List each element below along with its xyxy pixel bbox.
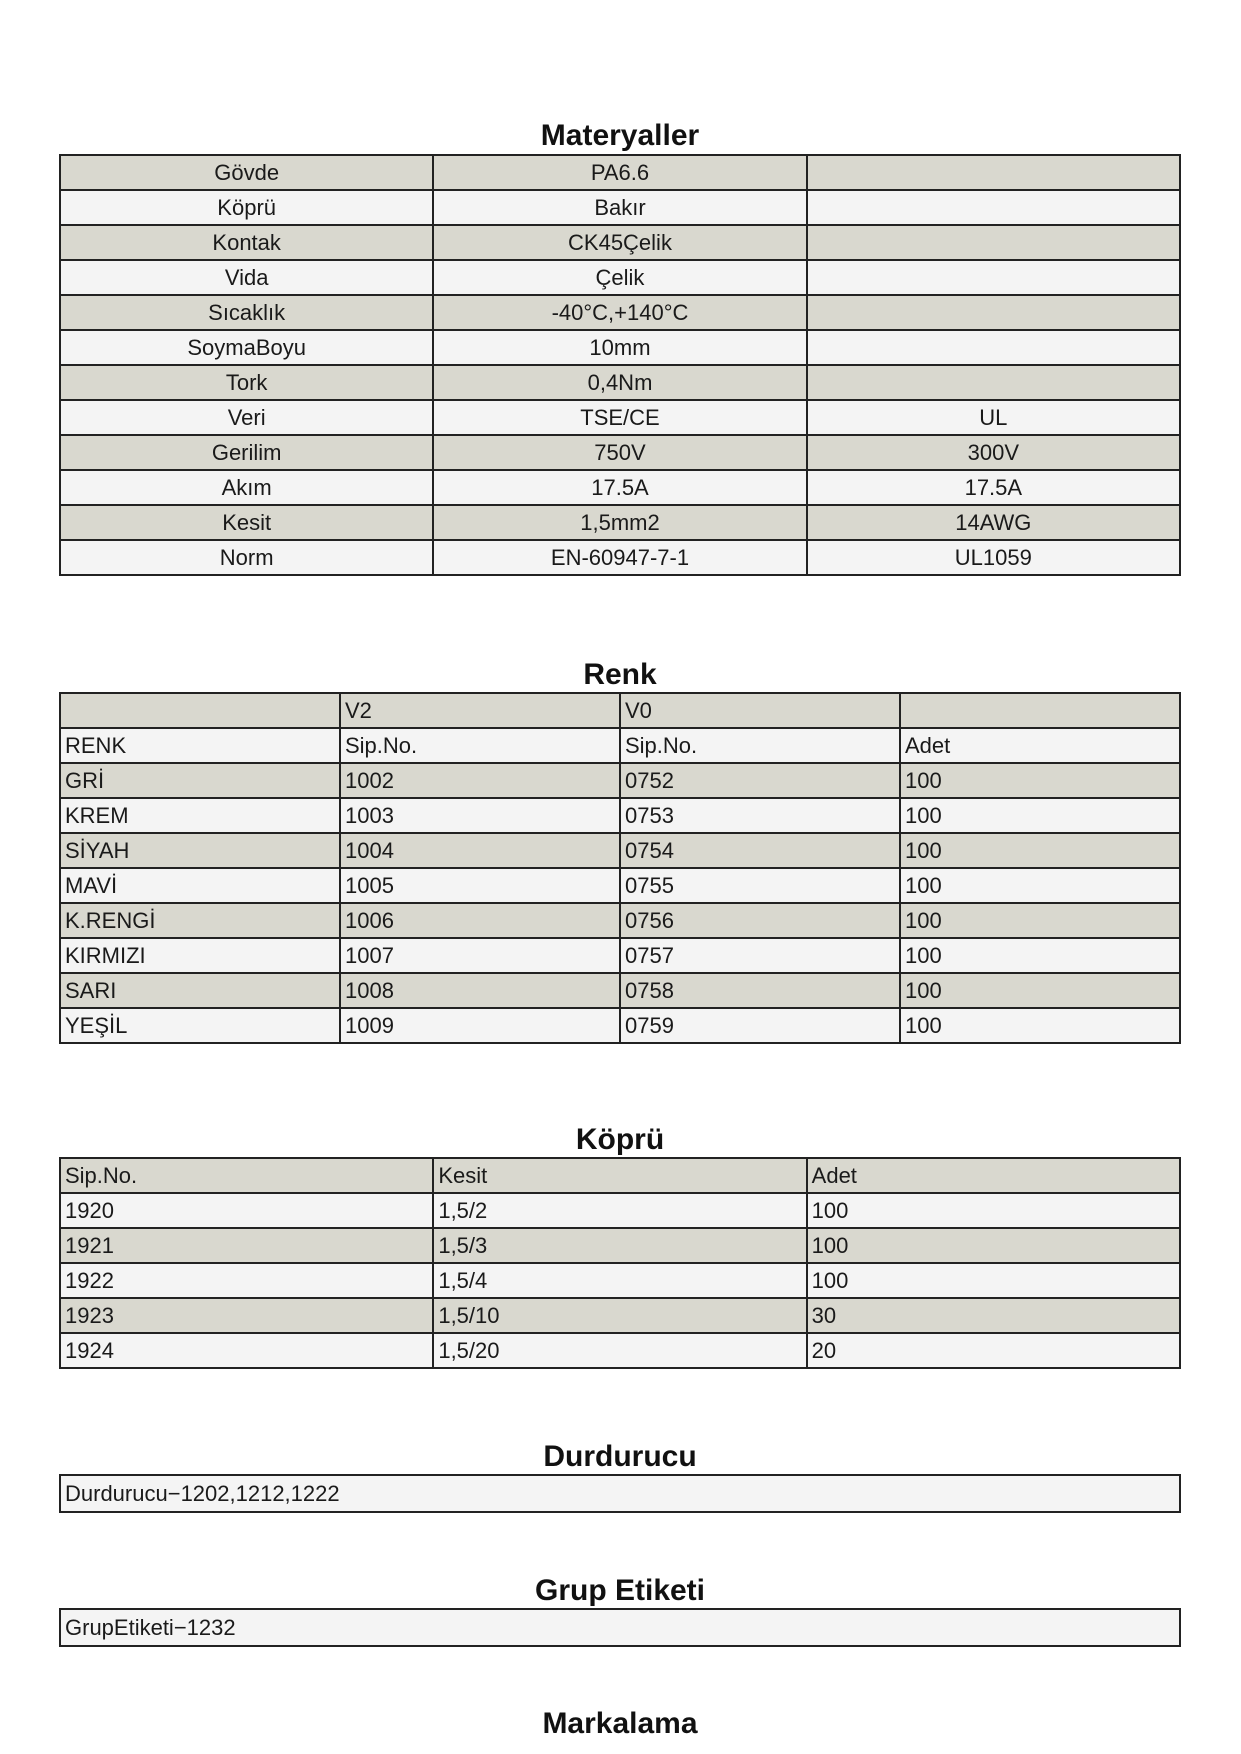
kopru-cell: 1,5/2 xyxy=(433,1193,806,1228)
grup-etiketi-text: GrupEtiketi−1232 xyxy=(60,1609,1180,1646)
renk-cell: Adet xyxy=(900,728,1180,763)
renk-row xyxy=(60,868,1180,903)
durdurucu-text: Durdurucu−1202,1212,1222 xyxy=(60,1475,1180,1512)
renk-cell: Sip.No. xyxy=(340,728,620,763)
renk-cell: 100 xyxy=(900,798,1180,833)
kopru-table xyxy=(59,1157,1181,1369)
materyaller-row xyxy=(60,400,1180,435)
materyaller-cell: UL1059 xyxy=(807,540,1180,575)
kopru-row xyxy=(60,1298,1180,1333)
renk-cell: 100 xyxy=(900,938,1180,973)
renk-cell: 100 xyxy=(900,903,1180,938)
renk-cell: V0 xyxy=(620,693,900,728)
renk-cell: 1008 xyxy=(340,973,620,1008)
renk-cell: 1004 xyxy=(340,833,620,868)
renk-cell: 0758 xyxy=(620,973,900,1008)
renk-cell: Sip.No. xyxy=(620,728,900,763)
kopru-cell: 1923 xyxy=(60,1298,433,1333)
renk-cell: 100 xyxy=(900,973,1180,1008)
materyaller-table xyxy=(59,154,1181,576)
materyaller-cell: Çelik xyxy=(433,260,806,295)
markalama-title: Markalama xyxy=(542,1707,698,1740)
renk-cell: 0754 xyxy=(620,833,900,868)
materyaller-cell: 1,5mm2 xyxy=(433,505,806,540)
renk-cell: 1007 xyxy=(340,938,620,973)
kopru-row xyxy=(60,1263,1180,1298)
materyaller-row xyxy=(60,365,1180,400)
materyaller-row xyxy=(60,540,1180,575)
materyaller-cell: Vida xyxy=(60,260,433,295)
kopru-cell: 1,5/10 xyxy=(433,1298,806,1333)
grup-etiketi-box xyxy=(59,1608,1181,1647)
materyaller-cell: CK45Çelik xyxy=(433,225,806,260)
materyaller-row xyxy=(60,225,1180,260)
materyaller-cell: Norm xyxy=(60,540,433,575)
kopru-row xyxy=(60,1193,1180,1228)
renk-cell: 100 xyxy=(900,868,1180,903)
materyaller-cell: Kesit xyxy=(60,505,433,540)
materyaller-cell: UL xyxy=(807,400,1180,435)
materyaller-row xyxy=(60,435,1180,470)
grup-etiketi-row xyxy=(60,1609,1180,1646)
renk-row xyxy=(60,1008,1180,1043)
kopru-row xyxy=(60,1333,1180,1368)
renk-cell: YEŞİL xyxy=(60,1008,340,1043)
renk-cell: 1002 xyxy=(340,763,620,798)
renk-cell: MAVİ xyxy=(60,868,340,903)
materyaller-cell: Akım xyxy=(60,470,433,505)
materyaller-cell: 750V xyxy=(433,435,806,470)
kopru-cell: 1,5/3 xyxy=(433,1228,806,1263)
renk-cell: 1006 xyxy=(340,903,620,938)
materyaller-row xyxy=(60,330,1180,365)
materyaller-cell: Sıcaklık xyxy=(60,295,433,330)
renk-cell: 0753 xyxy=(620,798,900,833)
kopru-cell: Adet xyxy=(807,1158,1180,1193)
kopru-row xyxy=(60,1158,1180,1193)
materyaller-cell: 17.5A xyxy=(433,470,806,505)
materyaller-cell: Köprü xyxy=(60,190,433,225)
materyaller-cell: PA6.6 xyxy=(433,155,806,190)
renk-cell: SARI xyxy=(60,973,340,1008)
renk-cell: 1003 xyxy=(340,798,620,833)
renk-cell: K.RENGİ xyxy=(60,903,340,938)
materyaller-cell: 10mm xyxy=(433,330,806,365)
kopru-cell: 100 xyxy=(807,1263,1180,1298)
renk-cell: 100 xyxy=(900,1008,1180,1043)
renk-cell xyxy=(900,693,1180,728)
renk-cell: KREM xyxy=(60,798,340,833)
kopru-cell: 1,5/20 xyxy=(433,1333,806,1368)
renk-cell: 0755 xyxy=(620,868,900,903)
materyaller-cell: Tork xyxy=(60,365,433,400)
renk-cell: KIRMIZI xyxy=(60,938,340,973)
kopru-row xyxy=(60,1228,1180,1263)
renk-row xyxy=(60,728,1180,763)
renk-cell: GRİ xyxy=(60,763,340,798)
renk-row xyxy=(60,903,1180,938)
renk-cell: 1009 xyxy=(340,1008,620,1043)
materyaller-cell: TSE/CE xyxy=(433,400,806,435)
materyaller-row xyxy=(60,295,1180,330)
materyaller-row xyxy=(60,190,1180,225)
materyaller-row xyxy=(60,470,1180,505)
materyaller-cell: Bakır xyxy=(433,190,806,225)
durdurucu-row xyxy=(60,1475,1180,1512)
materyaller-cell xyxy=(807,260,1180,295)
materyaller-cell: 300V xyxy=(807,435,1180,470)
kopru-cell: 30 xyxy=(807,1298,1180,1333)
materyaller-cell: -40°C,+140°C xyxy=(433,295,806,330)
renk-row xyxy=(60,973,1180,1008)
materyaller-cell: 14AWG xyxy=(807,505,1180,540)
materyaller-row xyxy=(60,260,1180,295)
materyaller-cell: EN-60947-7-1 xyxy=(433,540,806,575)
materyaller-row xyxy=(60,505,1180,540)
renk-cell: 0752 xyxy=(620,763,900,798)
materyaller-cell xyxy=(807,190,1180,225)
renk-cell: RENK xyxy=(60,728,340,763)
renk-cell: 100 xyxy=(900,833,1180,868)
renk-row xyxy=(60,693,1180,728)
materyaller-cell: Veri xyxy=(60,400,433,435)
materyaller-cell xyxy=(807,225,1180,260)
kopru-cell: 1,5/4 xyxy=(433,1263,806,1298)
kopru-title: Köprü xyxy=(575,1123,665,1156)
renk-cell: 100 xyxy=(900,763,1180,798)
kopru-cell: 20 xyxy=(807,1333,1180,1368)
renk-row xyxy=(60,938,1180,973)
materyaller-cell: 17.5A xyxy=(807,470,1180,505)
kopru-cell: 1920 xyxy=(60,1193,433,1228)
renk-cell: 0759 xyxy=(620,1008,900,1043)
kopru-cell: Kesit xyxy=(433,1158,806,1193)
renk-title: Renk xyxy=(583,658,657,691)
renk-cell: 1005 xyxy=(340,868,620,903)
materyaller-cell: Gerilim xyxy=(60,435,433,470)
kopru-cell: 1921 xyxy=(60,1228,433,1263)
renk-row xyxy=(60,763,1180,798)
materyaller-cell xyxy=(807,155,1180,190)
renk-cell xyxy=(60,693,340,728)
kopru-cell: 1924 xyxy=(60,1333,433,1368)
renk-cell: SİYAH xyxy=(60,833,340,868)
materyaller-cell xyxy=(807,295,1180,330)
kopru-cell: 100 xyxy=(807,1193,1180,1228)
durdurucu-box xyxy=(59,1474,1181,1513)
grup-etiketi-title: Grup Etiketi xyxy=(534,1574,706,1607)
materyaller-cell: SoymaBoyu xyxy=(60,330,433,365)
renk-cell: 0757 xyxy=(620,938,900,973)
renk-row xyxy=(60,798,1180,833)
materyaller-cell: 0,4Nm xyxy=(433,365,806,400)
kopru-cell: Sip.No. xyxy=(60,1158,433,1193)
materyaller-cell xyxy=(807,365,1180,400)
materyaller-title: Materyaller xyxy=(540,119,700,152)
materyaller-cell xyxy=(807,330,1180,365)
renk-cell: V2 xyxy=(340,693,620,728)
materyaller-cell: Kontak xyxy=(60,225,433,260)
durdurucu-title: Durdurucu xyxy=(543,1440,697,1473)
kopru-cell: 1922 xyxy=(60,1263,433,1298)
renk-cell: 0756 xyxy=(620,903,900,938)
materyaller-cell: Gövde xyxy=(60,155,433,190)
kopru-cell: 100 xyxy=(807,1228,1180,1263)
materyaller-row xyxy=(60,155,1180,190)
renk-row xyxy=(60,833,1180,868)
renk-table xyxy=(59,692,1181,1044)
